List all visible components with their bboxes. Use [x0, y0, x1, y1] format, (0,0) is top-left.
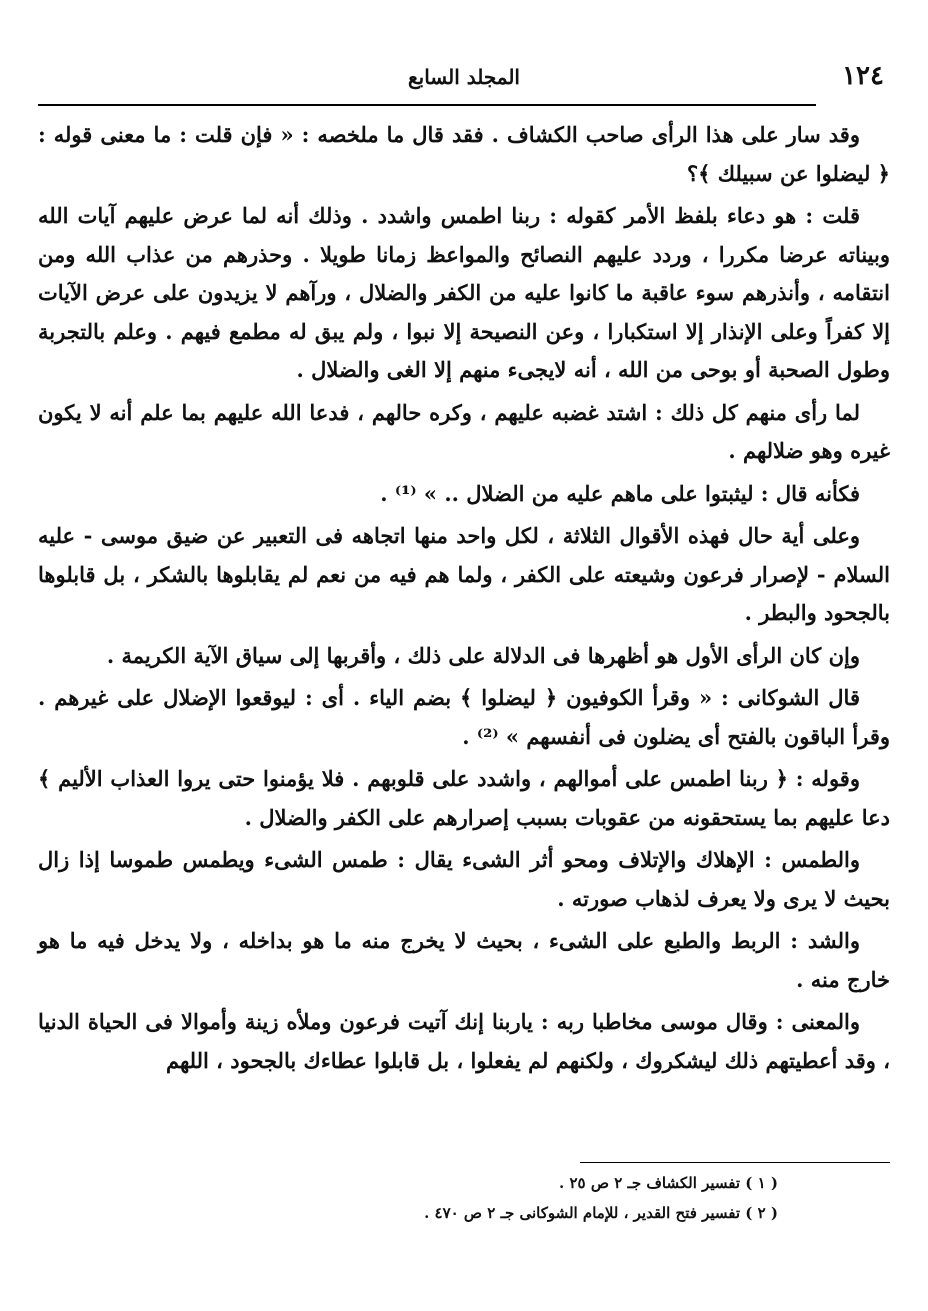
- footnotes: [38, 1168, 778, 1228]
- body-text: [38, 116, 890, 1084]
- running-title: المجلد السابع: [407, 65, 520, 89]
- paragraph: لما رأى منهم كل ذلك : اشتد غضبه عليهم ، وكره حالهم ، فدعا الله عليهم بما علم أنه لا يكون غيره وهو ضلالهم .: [38, 399, 890, 463]
- paragraph: وقد سار على هذا الرأى صاحب الكشاف . فقد قال ما ملخصه : « فإن قلت : ما معنى قوله : ﴿ ليضلوا عن سبيلك ﴾؟: [38, 122, 890, 186]
- paragraph: وقوله : ﴿ ربنا اطمس على أموالهم ، واشدد على قلوبهم . فلا يؤمنوا حتى يروا العذاب الأليم ﴾ دعا عليهم بما يستحقونه من عقوبات بسبب إصرارهم على الكفر والضلال .: [38, 766, 890, 830]
- paragraph: فكأنه قال : ليثبتوا على ماهم عليه من الضلال .. » ⁽¹⁾ .: [380, 480, 860, 506]
- paragraph: والطمس : الإهلاك والإتلاف ومحو أثر الشىء يقال : طمس الشىء ويطمس طموسا إذا زال بحيث لا يرى ولا يعرف لذهاب صورته .: [38, 847, 890, 911]
- header-divider: [38, 104, 816, 106]
- footnote-1: ( ١ ) تفسير الكشاف جـ ٢ ص ٢٥ .: [559, 1174, 778, 1192]
- page-header: [36, 55, 892, 99]
- paragraph: قلت : هو دعاء بلفظ الأمر كقوله : ربنا اطمس واشدد . وذلك أنه لما عرض عليهم آيات الله وبيناته عرضا مكررا ، وردد عليهم النصائح والمواعظ زمانا طويلا . وحذرهم من عذاب الله ومن انتقامه ، وأنذرهم سوء عاقبة ما كانوا عليه من الكفر والضلال ، ورآهم لا يزيدون على عرض الآيات إلا كفراً وعلى الإنذار إلا استكبارا ، وعن النصيحة إلا نبوا ، ولم يبق له مطمع فيهم . وعلم بالتجربة وطول الصحبة أو بوحى من الله ، أنه لايجىء منهم إلا الغى والضلال .: [38, 203, 890, 382]
- page-number: ١٢٤: [842, 61, 884, 91]
- footnote-2: ( ٢ ) تفسير فتح القدير ، للإمام الشوكانى جـ ٢ ص ٤٧٠ .: [424, 1204, 778, 1222]
- paragraph: والشد : الربط والطبع على الشىء ، بحيث لا يخرج منه ما هو بداخله ، ولا يدخل فيه ما هو خارج منه .: [38, 928, 890, 992]
- paragraph: قال الشوكانى : « وقرأ الكوفيون ﴿ ليضلوا ﴾ بضم الياء . أى : ليوقعوا الإضلال على غيرهم . وقرأ الباقون بالفتح أى يضلون فى أنفسهم » ⁽²⁾ .: [38, 685, 890, 749]
- paragraph: وعلى أية حال فهذه الأقوال الثلاثة ، لكل واحد منها اتجاهه فى التعبير عن ضيق موسى - عليه السلام - لإصرار فرعون وشيعته على الكفر ، ولما هم فيه من نعم لم يقابلوها بالشكر ، بل قابلوها بالجحود والبطر .: [38, 523, 890, 625]
- paragraph: وإن كان الرأى الأول هو أظهرها فى الدلالة على ذلك ، وأقربها إلى سياق الآية الكريمة .: [106, 642, 860, 668]
- paragraph: والمعنى : وقال موسى مخاطبا ربه : ياربنا إنك آتيت فرعون وملأه زينة وأموالا فى الحياة الدنيا ، وقد أعطيتهم ذلك ليشكروك ، ولكنهم لم يفعلوا ، بل قابلوا عطاءك بالجحود ، اللهم: [38, 1009, 890, 1073]
- footnote-divider: [580, 1162, 890, 1163]
